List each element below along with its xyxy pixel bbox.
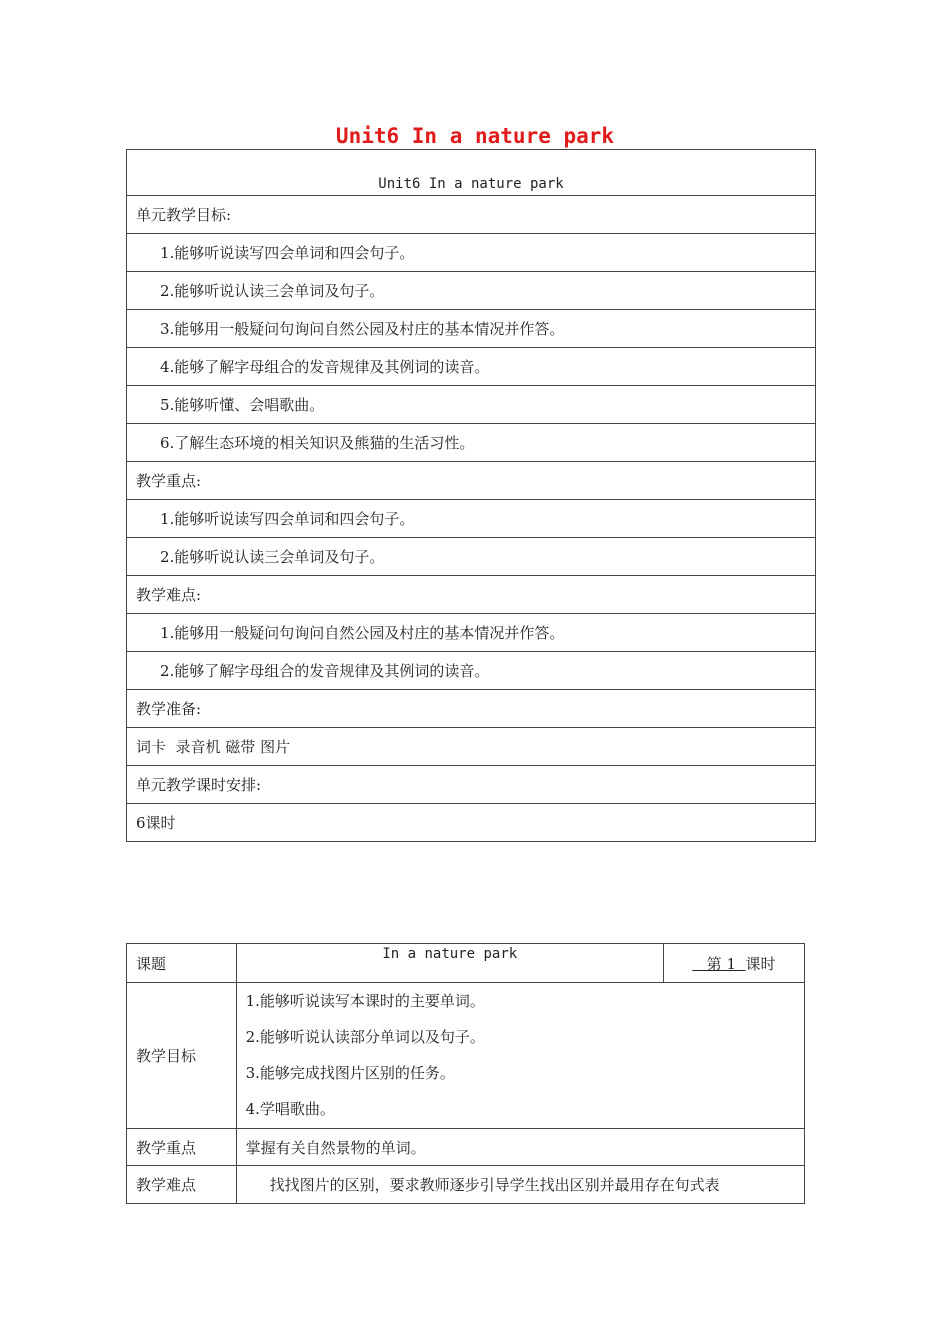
lesson-key-label: 教学重点 bbox=[127, 1129, 237, 1166]
unit-key-item: 1.能够听说读写四会单词和四会句子。 bbox=[127, 500, 816, 538]
unit-goal-item: 6.了解生态环境的相关知识及熊猫的生活习性。 bbox=[127, 424, 816, 462]
unit-plan-table bbox=[126, 149, 816, 842]
lesson-goal-item: 1.能够听说读写本课时的主要单词。 bbox=[245, 992, 485, 1010]
unit-prep-label: 教学准备: bbox=[127, 690, 816, 728]
unit-schedule-label: 单元教学课时安排: bbox=[127, 766, 816, 804]
unit-goal-item: 5.能够听懂、会唱歌曲。 bbox=[127, 386, 816, 424]
topic-label: 课题 bbox=[127, 944, 237, 983]
lesson-number-cell bbox=[663, 944, 804, 983]
document-title: Unit6 In a nature park bbox=[335, 124, 615, 148]
lesson-goals-cell bbox=[236, 983, 804, 1129]
unit-goal-item: 3.能够用一般疑问句询问自然公园及村庄的基本情况并作答。 bbox=[127, 310, 816, 348]
unit-header: Unit6 In a nature park bbox=[127, 150, 816, 196]
unit-schedule-value: 6课时 bbox=[127, 804, 816, 842]
lesson-difficult-value: 找找图片的区别，要求教师逐步引导学生找出区别并最用存在句式表 bbox=[236, 1166, 804, 1204]
unit-key-item: 2.能够听说认读三会单词及句子。 bbox=[127, 538, 816, 576]
lesson-goal-item: 2.能够听说认读部分单词以及句子。 bbox=[245, 1028, 485, 1046]
lesson-suffix: 课时 bbox=[745, 954, 776, 973]
lesson-goal-item: 4.学唱歌曲。 bbox=[245, 1100, 335, 1118]
lesson-goals-label: 教学目标 bbox=[127, 983, 237, 1129]
unit-key-label: 教学重点: bbox=[127, 462, 816, 500]
unit-goals-label: 单元教学目标: bbox=[127, 196, 816, 234]
lesson-plan-table bbox=[126, 943, 805, 1204]
unit-difficult-label: 教学难点: bbox=[127, 576, 816, 614]
unit-difficult-item: 1.能够用一般疑问句询问自然公园及村庄的基本情况并作答。 bbox=[127, 614, 816, 652]
unit-goal-item: 2.能够听说认读三会单词及句子。 bbox=[127, 272, 816, 310]
lesson-goal-item: 3.能够完成找图片区别的任务。 bbox=[245, 1064, 455, 1082]
lesson-key-value: 掌握有关自然景物的单词。 bbox=[236, 1129, 804, 1166]
topic-value: In a nature park bbox=[236, 944, 663, 983]
lesson-difficult-label: 教学难点 bbox=[127, 1166, 237, 1204]
lesson-number: 1 bbox=[726, 954, 736, 973]
unit-difficult-item: 2.能够了解字母组合的发音规律及其例词的读音。 bbox=[127, 652, 816, 690]
unit-prep-value: 词卡 录音机 磁带 图片 bbox=[127, 728, 816, 766]
unit-goal-item: 1.能够听说读写四会单词和四会句子。 bbox=[127, 234, 816, 272]
unit-goal-item: 4.能够了解字母组合的发音规律及其例词的读音。 bbox=[127, 348, 816, 386]
lesson-prefix: 第 1 bbox=[706, 954, 736, 973]
